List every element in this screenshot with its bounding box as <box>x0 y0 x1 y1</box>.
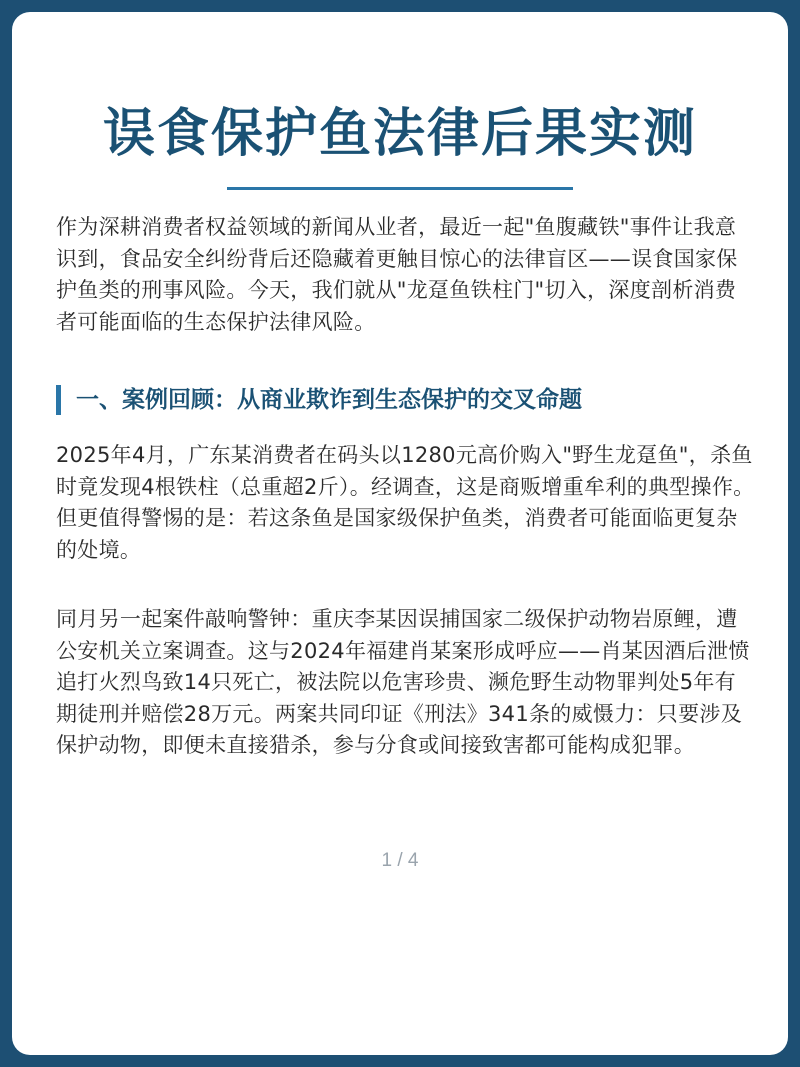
case-paragraph-2: 同月另一起案件敲响警钟：重庆李某因误捕国家二级保护动物岩原鲤，遭公安机关立案调查。这与2024年福建肖某案形成呼应——肖某因酒后泄愤追打火烈鸟致14只死亡，被法院以危害珍贵、濒危野生动物罪判处5年有期徒刑并赔偿28万元。两案共同印证《刑法》341条的威慑力：只要涉及保护动物，即便未直接猎杀，参与分食或间接致害都可能构成犯罪。 <box>56 607 750 757</box>
section-title: 一、案例回顾：从商业欺诈到生态保护的交叉命题 <box>76 387 582 413</box>
page-title: 误食保护鱼法律后果实测 <box>102 104 697 164</box>
intro-paragraph: 作为深耕消费者权益领域的新闻从业者，最近一起"鱼腹藏铁"事件让我意识到，食品安全纠纷背后还隐藏着更触目惊心的法律盲区——误食国家保护鱼类的刑事风险。今天，我们就从"龙趸鱼铁柱门"切入，深度剖析消费者可能面临的生态保护法律风险。 <box>56 215 738 334</box>
page-indicator: 1 / 4 <box>381 850 419 871</box>
case-paragraph-1: 2025年4月，广东某消费者在码头以1280元高价购入"野生龙趸鱼"，杀鱼时竟发现4根铁柱（总重超2斤）。经调查，这是商贩增重牟利的典型操作。但更值得警惕的是：若这条鱼是国家级保护鱼类，消费者可能面临更复杂的处境。 <box>56 443 755 562</box>
title-underline <box>227 187 573 190</box>
section-heading <box>56 382 756 418</box>
section-accent-bar <box>56 385 61 415</box>
page-card <box>12 12 788 1055</box>
